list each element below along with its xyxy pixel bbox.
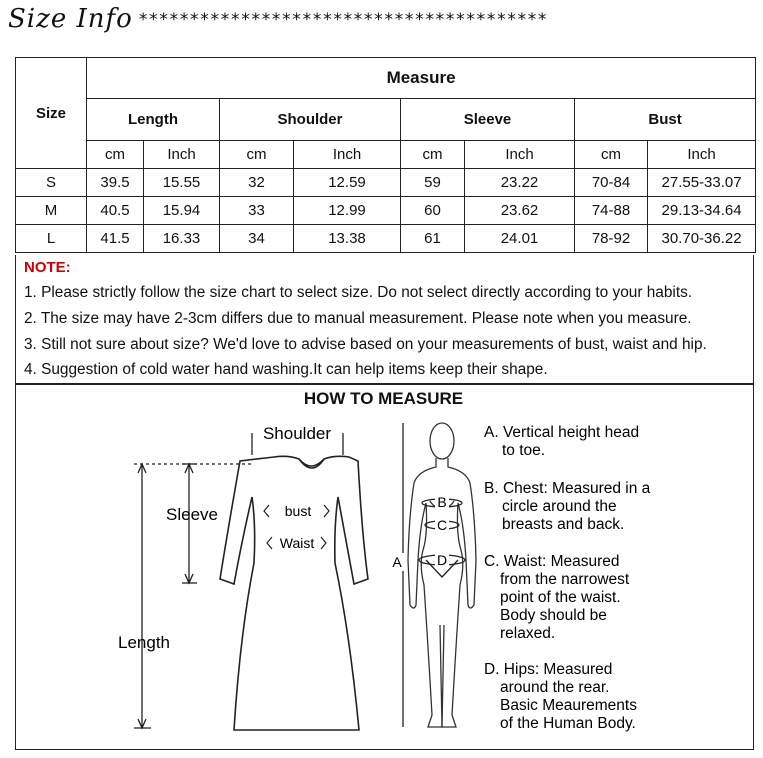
table-cell: 12.99 bbox=[294, 197, 401, 225]
note-item: 2. The size may have 2-3cm differs due to manual measurement. Please note when you measure. bbox=[24, 310, 692, 327]
note-item: 4. Suggestion of cold water hand washing.It can help items keep their shape. bbox=[24, 361, 548, 378]
size-cell: L bbox=[16, 225, 87, 253]
group-sleeve-header: Sleeve bbox=[401, 99, 575, 141]
table-row bbox=[16, 169, 756, 197]
legend-c-line: relaxed. bbox=[500, 625, 556, 642]
table-cell: 30.70-36.22 bbox=[648, 225, 756, 253]
body-label-b: B bbox=[437, 494, 447, 510]
size-info-title: Size Info bbox=[8, 4, 133, 34]
legend-b-line: breasts and back. bbox=[502, 516, 625, 533]
measure-legend bbox=[484, 424, 651, 732]
body-label-d: D bbox=[436, 552, 448, 568]
note-item: 3. Still not sure about size? We'd love to advise based on your measurements of bust, waist and hip. bbox=[24, 336, 707, 353]
shoulder-label: Shoulder bbox=[262, 424, 332, 443]
unit-header: Inch bbox=[465, 141, 575, 169]
table-cell: 74-88 bbox=[575, 197, 648, 225]
measure-diagram bbox=[16, 385, 753, 749]
length-dimension bbox=[134, 464, 252, 728]
legend-d-line: of the Human Body. bbox=[500, 715, 636, 732]
table-cell: 23.22 bbox=[465, 169, 575, 197]
waist-label: Waist bbox=[279, 535, 315, 551]
legend-d-line: around the rear. bbox=[500, 679, 610, 696]
size-cell: S bbox=[16, 169, 87, 197]
unit-header: cm bbox=[220, 141, 294, 169]
legend-d-line: Basic Meaurements bbox=[500, 697, 637, 714]
legend-d-line: D. Hips: Measured bbox=[484, 661, 613, 678]
how-to-measure-section bbox=[15, 384, 754, 750]
note-item: 1. Please strictly follow the size chart to select size. Do not select directly according to your habits. bbox=[24, 284, 693, 301]
body-label-c: C bbox=[436, 517, 448, 533]
group-bust-header: Bust bbox=[575, 99, 756, 141]
table-cell: 13.38 bbox=[294, 225, 401, 253]
legend-c-line: C. Waist: Measured bbox=[484, 553, 620, 570]
measure-header: Measure bbox=[87, 58, 756, 99]
table-cell: 32 bbox=[220, 169, 294, 197]
legend-a-line: to toe. bbox=[502, 442, 546, 459]
body-measure-lines bbox=[403, 423, 465, 727]
body-label-a: A bbox=[392, 554, 402, 570]
body-figure-illustration bbox=[408, 423, 476, 727]
table-cell: 24.01 bbox=[465, 225, 575, 253]
table-cell: 34 bbox=[220, 225, 294, 253]
unit-header: Inch bbox=[144, 141, 220, 169]
table-cell: 33 bbox=[220, 197, 294, 225]
table-cell: 23.62 bbox=[465, 197, 575, 225]
table-cell: 60 bbox=[401, 197, 465, 225]
how-to-measure-title: HOW TO MEASURE bbox=[303, 389, 464, 408]
table-cell: 41.5 bbox=[87, 225, 144, 253]
legend-c-line: Body should be bbox=[500, 607, 607, 624]
dress-illustration bbox=[220, 456, 368, 730]
table-cell: 15.55 bbox=[144, 169, 220, 197]
table-cell: 59 bbox=[401, 169, 465, 197]
legend-b-line: circle around the bbox=[502, 498, 617, 515]
unit-header: Inch bbox=[648, 141, 756, 169]
notes-title: NOTE: bbox=[24, 259, 71, 276]
unit-header: cm bbox=[575, 141, 648, 169]
legend-c-line: from the narrowest bbox=[500, 571, 630, 588]
table-row bbox=[16, 225, 756, 253]
table-cell: 27.55-33.07 bbox=[648, 169, 756, 197]
table-row bbox=[16, 197, 756, 225]
table-cell: 70-84 bbox=[575, 169, 648, 197]
legend-c-line: point of the waist. bbox=[500, 589, 621, 606]
unit-header: cm bbox=[401, 141, 465, 169]
sleeve-label: Sleeve bbox=[166, 505, 218, 524]
length-label: Length bbox=[118, 633, 170, 652]
group-shoulder-header: Shoulder bbox=[220, 99, 401, 141]
size-chart-table bbox=[15, 57, 756, 253]
unit-header: Inch bbox=[294, 141, 401, 169]
table-cell: 40.5 bbox=[87, 197, 144, 225]
table-cell: 15.94 bbox=[144, 197, 220, 225]
size-header: Size bbox=[16, 58, 87, 169]
table-cell: 12.59 bbox=[294, 169, 401, 197]
table-cell: 16.33 bbox=[144, 225, 220, 253]
table-cell: 78-92 bbox=[575, 225, 648, 253]
table-cell: 29.13-34.64 bbox=[648, 197, 756, 225]
legend-a-line: A. Vertical height head bbox=[484, 424, 640, 441]
group-length-header: Length bbox=[87, 99, 220, 141]
table-cell: 39.5 bbox=[87, 169, 144, 197]
size-cell: M bbox=[16, 197, 87, 225]
table-cell: 61 bbox=[401, 225, 465, 253]
notes-section bbox=[15, 255, 754, 384]
bust-label: bust bbox=[284, 503, 312, 519]
unit-header: cm bbox=[87, 141, 144, 169]
legend-b-line: B. Chest: Measured in a bbox=[484, 480, 651, 497]
decorative-stars: **************************************** bbox=[138, 10, 548, 30]
